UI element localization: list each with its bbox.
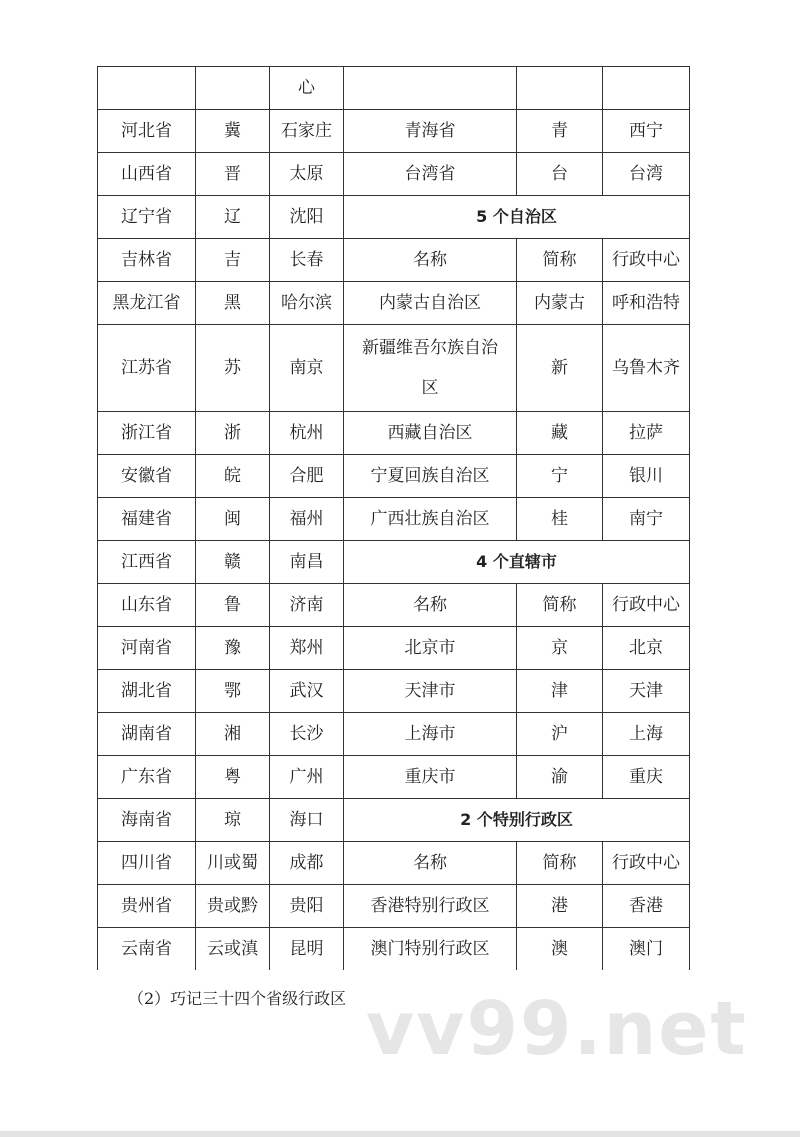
province-name: 福建省: [98, 498, 196, 541]
table-cell: [517, 67, 603, 110]
table-row: [98, 412, 690, 455]
table-row: [98, 239, 690, 282]
province-abbr: 贵或黔: [196, 885, 270, 928]
province-capital: 合肥: [270, 455, 344, 498]
sar-heading: 2 个特别行政区: [344, 799, 690, 842]
municipality-center: 天津: [603, 670, 690, 713]
table-row: [98, 541, 690, 584]
section-caption: （2）巧记三十四个省级行政区: [128, 989, 347, 1008]
autonomous-regions-heading: 5 个自治区: [344, 196, 690, 239]
province-name: 黑龙江省: [98, 282, 196, 325]
municipality-name: 天津市: [344, 670, 517, 713]
province-name: 台湾省: [344, 153, 517, 196]
region-name: 西藏自治区: [344, 412, 517, 455]
region-abbr: 新: [517, 325, 603, 412]
province-capital: 南昌: [270, 541, 344, 584]
province-capital: 贵阳: [270, 885, 344, 928]
municipality-center: 上海: [603, 713, 690, 756]
province-abbr: 浙: [196, 412, 270, 455]
region-center: 银川: [603, 455, 690, 498]
municipality-abbr: 沪: [517, 713, 603, 756]
sar-name: 香港特别行政区: [344, 885, 517, 928]
region-name-line2: 区: [421, 378, 439, 398]
region-name: 宁夏回族自治区: [344, 455, 517, 498]
province-abbr: 川或蜀: [196, 842, 270, 885]
province-abbr: 苏: [196, 325, 270, 412]
table-row: [98, 498, 690, 541]
column-header-name: 名称: [344, 842, 517, 885]
region-center: 乌鲁木齐: [603, 325, 690, 412]
province-abbr: 云或滇: [196, 928, 270, 971]
province-abbr: 青: [517, 110, 603, 153]
province-name: 贵州省: [98, 885, 196, 928]
page-bottom-edge: [0, 1131, 800, 1137]
province-name: 广东省: [98, 756, 196, 799]
region-center: 呼和浩特: [603, 282, 690, 325]
table-row: [98, 67, 690, 110]
province-name: 四川省: [98, 842, 196, 885]
municipality-center: 重庆: [603, 756, 690, 799]
table-row: [98, 670, 690, 713]
province-abbr: 辽: [196, 196, 270, 239]
region-abbr: 内蒙古: [517, 282, 603, 325]
table-row: [98, 756, 690, 799]
province-abbr: 冀: [196, 110, 270, 153]
column-header-center: 行政中心: [603, 584, 690, 627]
province-abbr: 吉: [196, 239, 270, 282]
column-header-name: 名称: [344, 239, 517, 282]
province-capital: 石家庄: [270, 110, 344, 153]
column-header-name: 名称: [344, 584, 517, 627]
province-name: 河北省: [98, 110, 196, 153]
province-capital: 南京: [270, 325, 344, 412]
province-capital: 台湾: [603, 153, 690, 196]
sar-abbr: 港: [517, 885, 603, 928]
province-name: 吉林省: [98, 239, 196, 282]
province-name: 山东省: [98, 584, 196, 627]
province-name: 海南省: [98, 799, 196, 842]
region-center: 拉萨: [603, 412, 690, 455]
municipalities-heading: 4 个直辖市: [344, 541, 690, 584]
region-name: 内蒙古自治区: [344, 282, 517, 325]
table-cell: [196, 67, 270, 110]
table-cell: 心: [270, 67, 344, 110]
province-capital: 沈阳: [270, 196, 344, 239]
province-table: [97, 66, 690, 970]
province-capital: 武汉: [270, 670, 344, 713]
province-capital: 哈尔滨: [270, 282, 344, 325]
column-header-center: 行政中心: [603, 239, 690, 282]
province-abbr: 豫: [196, 627, 270, 670]
sar-center: 澳门: [603, 928, 690, 971]
region-name-line1: 新疆维吾尔族自治: [362, 338, 498, 358]
table-row: [98, 713, 690, 756]
municipality-name: 重庆市: [344, 756, 517, 799]
province-abbr: 皖: [196, 455, 270, 498]
table-cell: [603, 67, 690, 110]
municipality-abbr: 渝: [517, 756, 603, 799]
table-row: [98, 928, 690, 971]
province-abbr: 粤: [196, 756, 270, 799]
table-row: [98, 584, 690, 627]
table-cell: [98, 67, 196, 110]
province-capital: 广州: [270, 756, 344, 799]
province-capital: 福州: [270, 498, 344, 541]
province-capital: 济南: [270, 584, 344, 627]
municipality-center: 北京: [603, 627, 690, 670]
table-row: [98, 282, 690, 325]
province-name: 云南省: [98, 928, 196, 971]
region-abbr: 宁: [517, 455, 603, 498]
column-header-abbr: 简称: [517, 239, 603, 282]
table-row: [98, 799, 690, 842]
province-name: 湖北省: [98, 670, 196, 713]
province-name: 安徽省: [98, 455, 196, 498]
province-name: 浙江省: [98, 412, 196, 455]
region-center: 南宁: [603, 498, 690, 541]
province-abbr: 黑: [196, 282, 270, 325]
province-capital: 杭州: [270, 412, 344, 455]
region-name: [344, 325, 517, 412]
province-name: 江西省: [98, 541, 196, 584]
province-name: 山西省: [98, 153, 196, 196]
province-capital: 西宁: [603, 110, 690, 153]
region-abbr: 藏: [517, 412, 603, 455]
table-row: [98, 325, 690, 412]
municipality-abbr: 京: [517, 627, 603, 670]
province-name: 河南省: [98, 627, 196, 670]
table-row: [98, 153, 690, 196]
province-abbr: 晋: [196, 153, 270, 196]
municipality-name: 北京市: [344, 627, 517, 670]
municipality-abbr: 津: [517, 670, 603, 713]
region-abbr: 桂: [517, 498, 603, 541]
table-row: [98, 627, 690, 670]
province-name: 辽宁省: [98, 196, 196, 239]
column-header-abbr: 简称: [517, 584, 603, 627]
column-header-abbr: 简称: [517, 842, 603, 885]
province-capital: 长春: [270, 239, 344, 282]
sar-name: 澳门特别行政区: [344, 928, 517, 971]
region-name: 广西壮族自治区: [344, 498, 517, 541]
province-abbr: 鲁: [196, 584, 270, 627]
province-capital: 昆明: [270, 928, 344, 971]
table-row: [98, 455, 690, 498]
province-capital: 长沙: [270, 713, 344, 756]
province-name: 青海省: [344, 110, 517, 153]
sar-abbr: 澳: [517, 928, 603, 971]
table-row: [98, 110, 690, 153]
table-row: [98, 196, 690, 239]
province-abbr: 闽: [196, 498, 270, 541]
province-abbr: 鄂: [196, 670, 270, 713]
province-abbr: 琼: [196, 799, 270, 842]
province-capital: 海口: [270, 799, 344, 842]
column-header-center: 行政中心: [603, 842, 690, 885]
watermark: vv99.net: [366, 986, 748, 1072]
municipality-name: 上海市: [344, 713, 517, 756]
province-capital: 成都: [270, 842, 344, 885]
province-abbr: 台: [517, 153, 603, 196]
province-name: 江苏省: [98, 325, 196, 412]
table-cell: [344, 67, 517, 110]
province-capital: 郑州: [270, 627, 344, 670]
sar-center: 香港: [603, 885, 690, 928]
province-abbr: 赣: [196, 541, 270, 584]
province-name: 湖南省: [98, 713, 196, 756]
province-abbr: 湘: [196, 713, 270, 756]
table-row: [98, 885, 690, 928]
province-capital: 太原: [270, 153, 344, 196]
table-row: [98, 842, 690, 885]
